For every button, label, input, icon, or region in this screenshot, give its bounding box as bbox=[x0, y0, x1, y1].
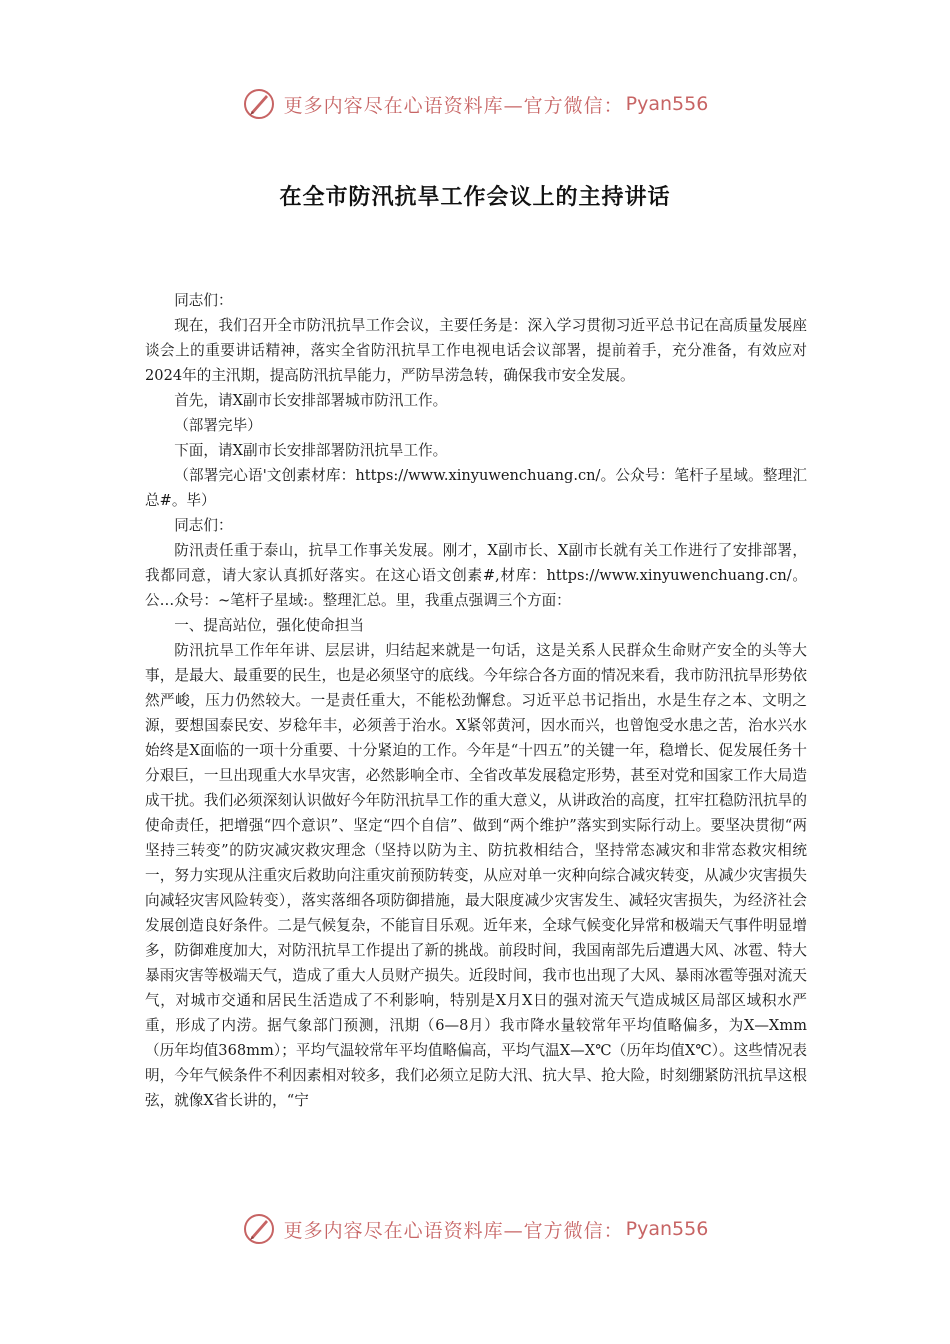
section-heading: 一、提高站位，强化使命担当 bbox=[174, 617, 364, 634]
paragraph: 首先，请X副市长安排部署城市防汛工作。 bbox=[174, 392, 448, 409]
paragraph: 同志们： bbox=[174, 517, 233, 534]
paragraph: 现在，我们召开全市防汛抗旱工作会议，主要任务是：深入学习贯彻习近平总书记在高质量发展座谈会上的重要讲话精神，落实全省防汛抗旱工作电视电话会议部署，提前着手，充分准备，有效应对2024年的主汛期，提高防汛抗旱能力，严防旱涝急转，确保我市安全发展。 bbox=[145, 317, 807, 384]
document-body bbox=[145, 288, 807, 1113]
watermark-footer bbox=[0, 1207, 950, 1251]
watermark-id: Pyan556 bbox=[625, 93, 709, 115]
watermark-header bbox=[0, 82, 950, 126]
document-title: 在全市防汛抗旱工作会议上的主持讲话 bbox=[279, 185, 671, 210]
paragraph: （部署完心语'文创素材库：https://www.xinyuwenchuang.cn/。公众号：笔杆子星域。整理汇总#。毕） bbox=[145, 467, 807, 509]
paragraph: 同志们： bbox=[174, 292, 233, 309]
paragraph: 下面，请X副市长安排部署防汛抗旱工作。 bbox=[174, 442, 448, 459]
paragraph: 防汛责任重于泰山，抗旱工作事关发展。刚才，X副市长、X副市长就有关工作进行了安排部署，我都同意，请大家认真抓好落实。在这心语文创素#,材库：https://www.xinyuwenchuang.cn/。公…众号：~笔杆子星域:。整理汇总。里，我重点强调三个方面： bbox=[145, 542, 807, 609]
quill-logo-icon bbox=[242, 87, 276, 121]
quill-logo-icon bbox=[242, 1212, 276, 1246]
watermark-text: 更多内容尽在心语资料库—官方微信： bbox=[283, 94, 624, 117]
watermark-text: 更多内容尽在心语资料库—官方微信： bbox=[283, 1219, 624, 1242]
paragraph: 防汛抗旱工作年年讲、层层讲，归结起来就是一句话，这是关系人民群众生命财产安全的头等大事，是最大、最重要的民生，也是必须坚守的底线。今年综合各方面的情况来看，我市防汛抗旱形势依然严峻，压力仍然较大。一是责任重大，不能松劲懈怠。习近平总书记指出，水是生存之本、文明之源，要想国泰民安、岁稔年丰，必须善于治水。X紧邻黄河，因水而兴，也曾饱受水患之苦，治水兴水始终是X面临的一项十分重要、十分紧迫的工作。今年是“十四五”的关键一年，稳增长、促发展任务十分艰巨，一旦出现重大水旱灾害，必然影响全市、全省改革发展稳定形势，甚至对党和国家工作大局造成干扰。我们必须深刻认识做好今年防汛抗旱工作的重大意义，从讲政治的高度，扛牢扛稳防汛抗旱的使命责任，把增强“四个意识”、坚定“四个自信”、做到“两个维护”落实到实际行动上。要坚决贯彻“两坚持三转变”的防灾减灾救灾理念（坚持以防为主、防抗救相结合，坚持常态减灾和非常态救灾相统一，努力实现从注重灾后救助向注重灾前预防转变，从应对单一灾种向综合减灾转变，从减少灾害损失向减轻灾害风险转变），落实落细各项防御措施，最大限度减少灾害发生、减轻灾害损失，为经济社会发展创造良好条件。二是气候复杂，不能盲目乐观。近年来，全球气候变化异常和极端天气事件明显增多，防御难度加大，对防汛抗旱工作提出了新的挑战。前段时间，我国南部先后遭遇大风、冰雹、特大暴雨灾害等极端天气，造成了重大人员财产损失。近段时间，我市也出现了大风、暴雨冰雹等强对流天气，对城市交通和居民生活造成了不利影响，特别是X月X日的强对流天气造成城区局部区域积水严重，形成了内涝。据气象部门预测，汛期（6—8月）我市降水量较常年平均值略偏多，为X—Xmm（历年均值368mm）；平均气温较常年平均值略偏高，平均气温X—X℃（历年均值X℃）。这些情况表明，今年气候条件不利因素相对较多，我们必须立足防大汛、抗大旱、抢大险，时刻绷紧防汛抗旱这根弦，就像X省长讲的，“宁 bbox=[145, 642, 807, 1109]
paragraph: （部署完毕） bbox=[174, 417, 262, 434]
watermark-id: Pyan556 bbox=[625, 1218, 709, 1240]
